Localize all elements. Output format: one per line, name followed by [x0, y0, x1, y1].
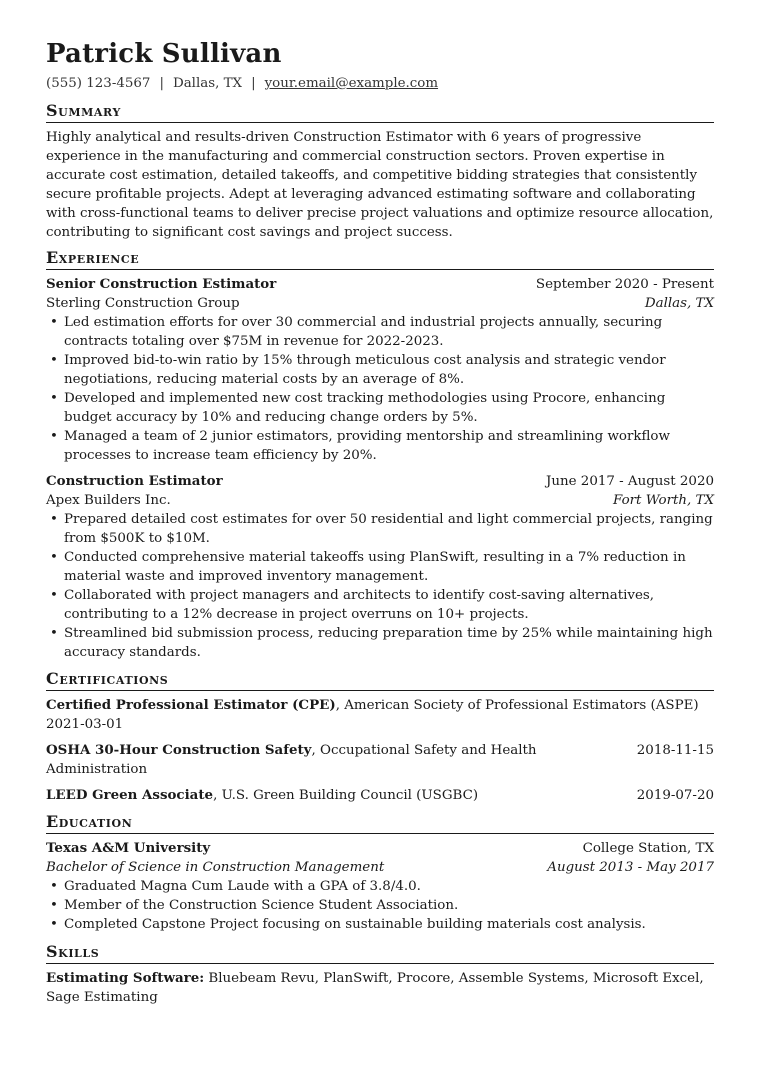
cert-name: OSHA 30-Hour Construction Safety: [46, 742, 312, 758]
certification-entry: [46, 786, 714, 805]
job-bullets: [46, 510, 714, 662]
company-name: Apex Builders Inc.: [46, 493, 171, 508]
education-bullets: [46, 877, 714, 934]
job-dates: September 2020 - Present: [535, 277, 714, 292]
contact-line: [46, 74, 714, 93]
bullet-item: • Conducted comprehensive material takeoffs using PlanSwift, resulting in a 7% reduction in material waste and improved inventory management.: [64, 548, 714, 586]
skills-label: Estimating Software:: [46, 970, 205, 986]
certifications-section: [46, 669, 714, 805]
section-title-summary: Summary: [46, 101, 714, 123]
location: Dallas, TX: [172, 76, 243, 91]
section-title-education: Education: [46, 812, 714, 834]
education-dates: August 2013 - May 2017: [547, 860, 714, 875]
degree: Bachelor of Science in Construction Management: [46, 860, 385, 875]
bullet-item: • Prepared detailed cost estimates for over 50 residential and light commercial projects, ranging from $500K to $10M.: [64, 510, 714, 548]
job-location: Fort Worth, TX: [613, 493, 714, 508]
bullet-item: • Graduated Magna Cum Laude with a GPA of 3.8/4.0.: [64, 877, 714, 896]
bullet-item: • Completed Capstone Project focusing on sustainable building materials cost analysis.: [64, 915, 714, 934]
summary-text: Highly analytical and results-driven Construction Estimator with 6 years of progressive experience in the manufacturing and commercial construction sectors. Proven expertise in accurate cost estimation, detailed takeoffs, and competitive bidding strategies that consistently secure profitable projects. Adept at leveraging advanced estimating software and collaborating with cross-functional teams to deliver precise project valuations and optimize resource allocation, contributing to significant cost savings and project success.: [46, 130, 714, 240]
certification-entry: [46, 741, 714, 779]
job-location: Dallas, TX: [644, 296, 714, 311]
cert-date: 2019-07-20: [636, 788, 714, 803]
section-title-certifications: Certifications: [46, 669, 714, 691]
separator: |: [251, 76, 256, 91]
bullet-item: • Collaborated with project managers and architects to identify cost-saving alternatives, contributing to a 12% decrease in project overruns on 10+ projects.: [64, 586, 714, 624]
bullet-item: • Streamlined bid submission process, reducing preparation time by 25% while maintaining high accuracy standards.: [64, 624, 714, 662]
bullet-item: • Member of the Construction Science Student Association.: [64, 896, 714, 915]
candidate-name: Patrick Sullivan: [46, 39, 282, 69]
cert-date: 2018-11-15: [636, 743, 714, 758]
job-entry: [46, 275, 714, 465]
education-section: [46, 812, 714, 934]
experience-section: [46, 248, 714, 662]
email-link[interactable]: your.email@example.com: [264, 76, 439, 91]
school-location: College Station, TX: [582, 841, 714, 856]
education-entry: [46, 839, 714, 934]
bullet-item: • Managed a team of 2 junior estimators, providing mentorship and streamlining workflow processes to increase team efficiency by 20%.: [64, 427, 714, 465]
phone: (555) 123-4567: [46, 76, 151, 91]
cert-issuer: , American Society of Professional Estimators (ASPE): [335, 698, 699, 713]
company-name: Sterling Construction Group: [46, 296, 240, 311]
cert-name: LEED Green Associate: [46, 787, 214, 803]
skills-line: [46, 969, 714, 1007]
bullet-item: • Improved bid-to-win ratio by 15% through meticulous cost analysis and strategic vendor negotiations, reducing material costs by an average of 8%.: [64, 351, 714, 389]
skills-text: Bluebeam Revu, PlanSwift, Procore, Assemble Systems, Microsoft Excel, Sage Estimating: [46, 971, 704, 1005]
section-title-experience: Experience: [46, 248, 714, 270]
job-entry: [46, 472, 714, 662]
separator: |: [159, 76, 164, 91]
cert-issuer: , U.S. Green Building Council (USGBC): [213, 788, 479, 803]
certification-entry: [46, 696, 714, 734]
job-bullets: [46, 313, 714, 465]
job-dates: June 2017 - August 2020: [546, 474, 714, 489]
job-title: Construction Estimator: [46, 473, 223, 489]
section-title-skills: Skills: [46, 942, 714, 964]
bullet-item: • Led estimation efforts for over 30 commercial and industrial projects annually, securing contracts totaling over $75M in revenue for 2022-2023.: [64, 313, 714, 351]
bullet-item: • Developed and implemented new cost tracking methodologies using Procore, enhancing budget accuracy by 10% and reducing change orders by 5%.: [64, 389, 714, 427]
skills-section: [46, 942, 714, 1007]
cert-name: Certified Professional Estimator (CPE): [46, 697, 336, 713]
cert-date: 2021-03-01: [46, 717, 124, 732]
job-title: Senior Construction Estimator: [46, 276, 277, 292]
school-name: Texas A&M University: [46, 840, 211, 856]
summary-section: [46, 101, 714, 242]
cert-issuer: , Occupational Safety and Health Administration: [46, 743, 537, 777]
